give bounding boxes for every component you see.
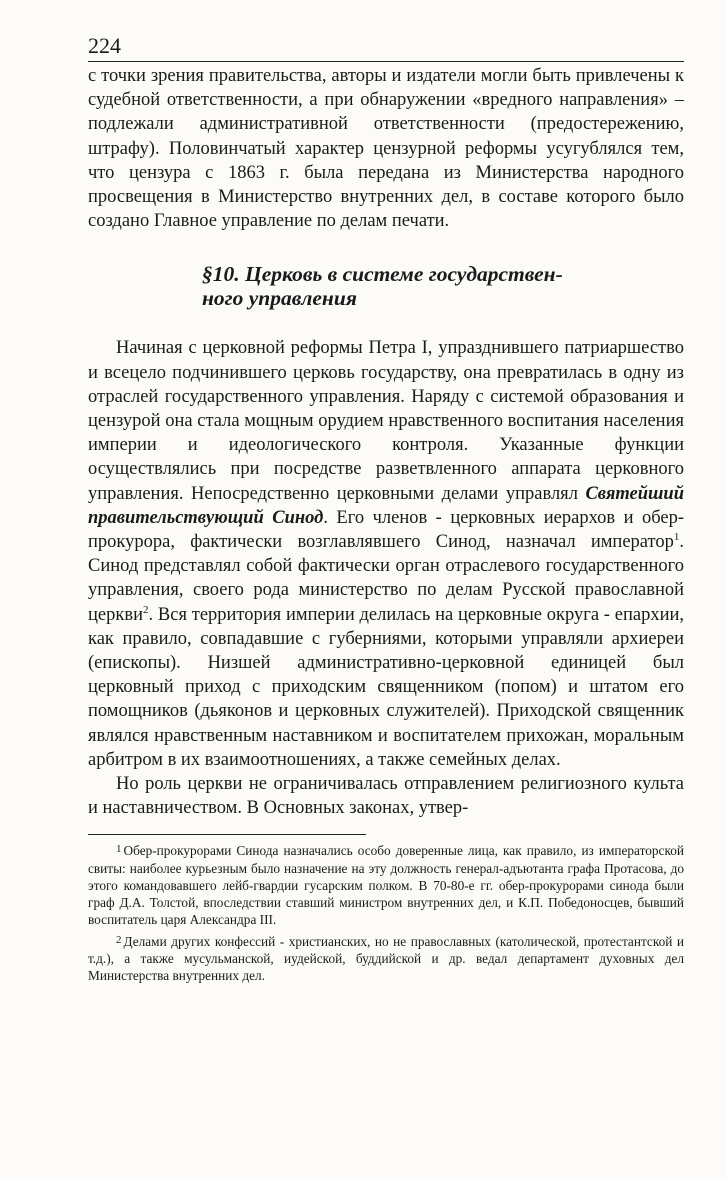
section-title: [88, 262, 684, 310]
section-title-line-1: §10. Церковь в системе государствен-: [202, 262, 563, 287]
footnote-ref-1: 1: [673, 531, 680, 544]
paragraph-1-part-1: Начиная с церковной реформы Петра I, упразднившего патриаршество и всецело подчинившего церковь государству, она превратилась в одну из отраслей государственного управления. Наряду с системой образования и цензурой она стала мощным орудием нравственного воспитания населения империи и идеологического контроля. Указанные функции осуществлялись при посредстве разветвленного аппарата церковного управления. Непосредственно церковными делами управлял: [88, 338, 684, 504]
footnote-1-text: Обер-прокурорами Синода назначались особо доверенные лица, как правило, из императорской свиты: наиболее курьезным было назначение на эту должность генерал-адъютанта графа Протасова, до этого командовавшего лейб-гвардии гусарским полком. В 70-80-е гг. обер-прокурорами синода были граф Д.А. Толстой, впоследствии ставший министром внутренних дел, и К.П. Победоносцев, бывший воспитатель царя Александра III.: [88, 843, 684, 928]
paragraph-1-part-4: . Вся территория империи делилась на церковные округа - епархии, как правило, совпадавшие с губерниями, которыми управляли архиереи (епископы). Низшей административно-церковной единицей был церковный приход с приходским священником (попом) и штатом его помощников (дьяконов и церковных служителей). Приходской священник являлся нравственным наставником и воспитателем прихожан, моральным арбитром в их взаимоотношениях, а также семейных делах.: [88, 604, 684, 770]
section-title-line-2: ного управления: [202, 286, 357, 311]
top-paragraph: с точки зрения правительства, авторы и издатели могли быть привлечены к судебной ответственности, а при обнаружении «вредного направления» – подлежали административной ответственности (предостережению, штрафу). Половинчатый характер цензурной реформы усугублялся тем, что цензура с 1863 г. была передана из Министерства народного просвещения в Министерство внутренних дел, в составе которого было создано Главное управление по делам печати.: [88, 66, 684, 232]
footnote-2: [88, 933, 684, 985]
page-content: [88, 64, 684, 984]
header-rule: [88, 61, 684, 62]
footnote-rule: [88, 834, 366, 835]
footnote-1-mark: 1: [116, 843, 122, 856]
footnote-ref-2: 2: [143, 603, 149, 616]
paragraph-2: Но роль церкви не ограничивалась отправлением религиозного культа и наставничеством. В Основных законах, утвер-: [88, 774, 684, 819]
synod-emphasis: Святейший правительствующий Синод: [88, 483, 684, 528]
footnote-2-mark: 2: [116, 933, 122, 946]
paragraph-1-part-2: . Его членов - церковных иерархов и обер-прокурора, фактически возглавлявшего Синод, назначал император: [88, 507, 685, 553]
paragraph-1: [88, 336, 684, 772]
page-number: 224: [88, 33, 121, 58]
footnote-2-text: Делами других конфессий - христианских, но не православных (католической, протестантской и т.д.), а также мусульманской, иудейской, буддийской и др. ведал департамент духовных дел Министерства внутренних дел.: [88, 933, 684, 983]
paragraph-1-part-3: . Синод представлял собой фактически орган отраслевого государственного управления, своего рода министерство по делам Русской православной церкви: [88, 532, 684, 625]
footnote-1: [88, 842, 684, 928]
